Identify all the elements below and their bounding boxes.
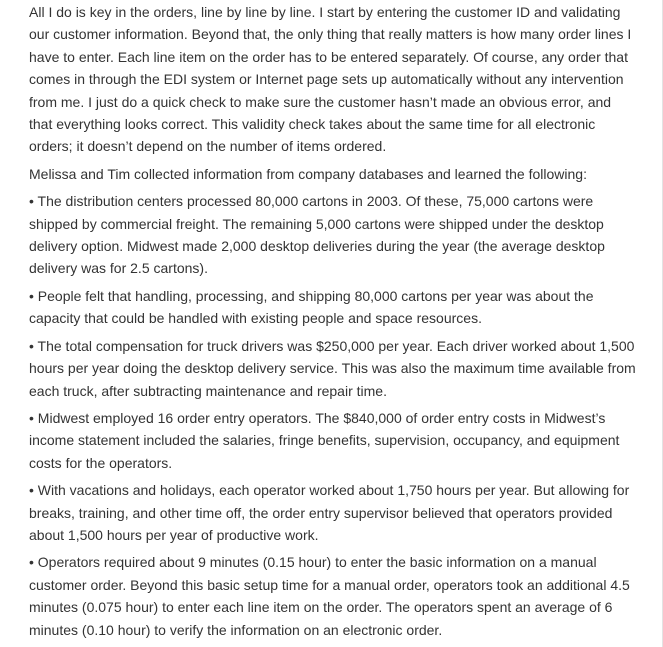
bullet-capacity: • People felt that handling, processing, and shipping 80,000 cartons per year was about the capacity that could be handled with existing people and space resources. xyxy=(29,287,594,327)
bullet-cartons: • The distribution centers processed 80,000 cartons in 2003. Of these, 75,000 cartons were shipped by commercial freight. The remaining 5,000 cartons were shipped under the desktop delivery option. Midwest made 2,000 desktop deliveries during the year (the average desktop delivery was for 2.5 cartons). xyxy=(29,193,605,277)
bullet-operator-hours: • With vacations and holidays, each operator worked about 1,750 hours per year. But allowing for breaks, training, and other time off, the order entry supervisor believed that operators provided about 1,500 hours per year of productive work. xyxy=(29,482,630,543)
intro-paragraph: Melissa and Tim collected information from company databases and learned the following: xyxy=(29,165,587,182)
bullet-order-entry-operators: • Midwest employed 16 order entry operators. The $840,000 of order entry costs in Midwest’s income statement included the salaries, fringe benefits, supervision, occupancy, and equipment costs for the operators. xyxy=(29,409,620,471)
document-body xyxy=(29,0,637,641)
quote-paragraph: All I do is key in the orders, line by line by line. I start by entering the customer ID and validating our customer information. Beyond that, the only thing that really matters is how many order lines I have to enter. Each line item on the order has to be entered separately. Of course, any order that comes in through the EDI system or Internet page sets up automatically without any intervention from me. I just do a quick check to make sure the customer hasn’t made an obvious error, and that everything looks correct. This validity check takes about the same time for all electronic orders; it doesn’t depend on the number of items ordered. xyxy=(29,4,632,155)
bullet-truck-drivers: • The total compensation for truck drivers was $250,000 per year. Each driver worked about 1,500 hours per year doing the desktop delivery service. This was also the maximum time available from each truck, after subtracting maintenance and repair time. xyxy=(29,337,636,399)
bullet-order-entry-times: • Operators required about 9 minutes (0.15 hour) to enter the basic information on a manual customer order. Beyond this basic setup time for a manual order, operators took an additional 4.5 minutes (0.075 hour) to enter each line item on the order. The operators spent an average of 6 minutes (0.10 hour) to verify the information on an electronic order. xyxy=(29,554,630,638)
